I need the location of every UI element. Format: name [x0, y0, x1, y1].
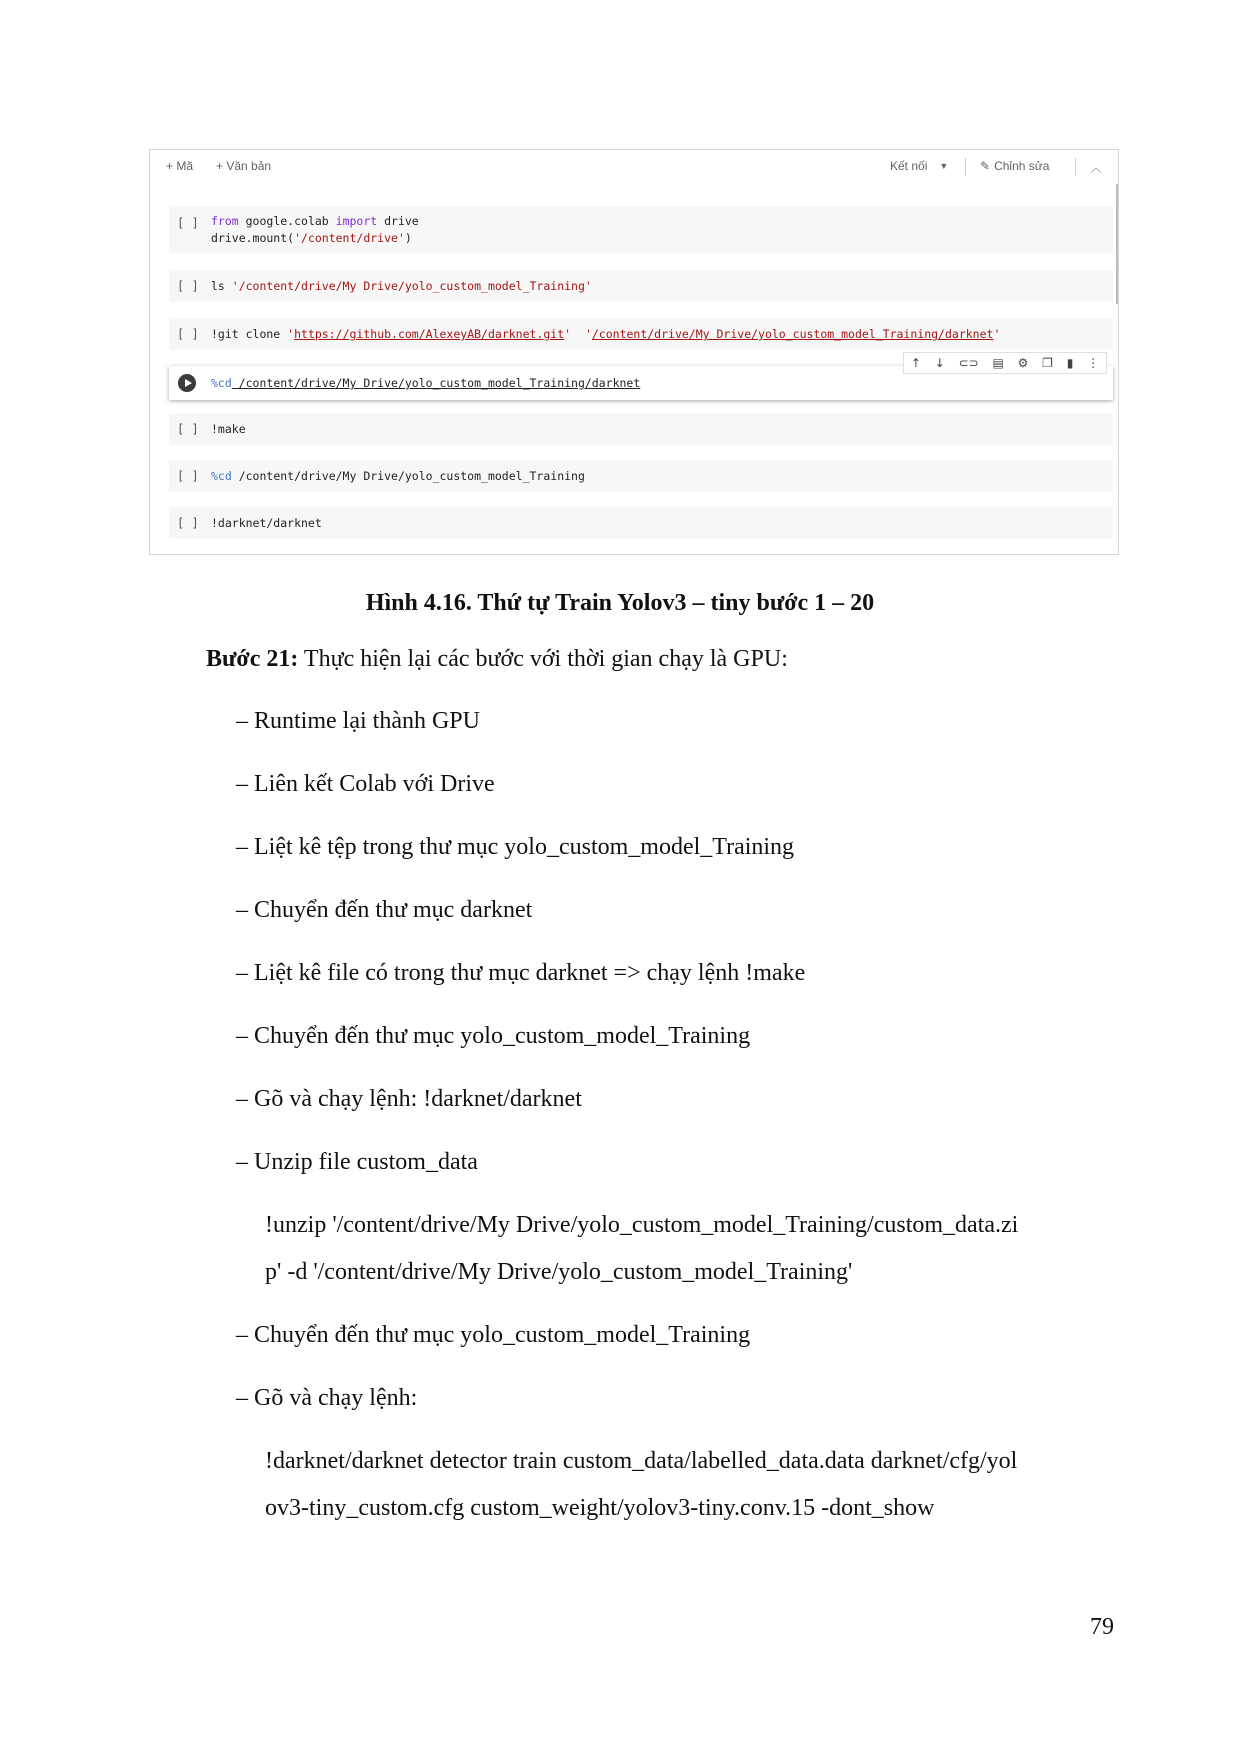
code-cell-git-clone[interactable] — [169, 318, 1113, 350]
list-item: – Liệt kê tệp trong thư mục yolo_custom_model_Training — [236, 834, 795, 860]
cell-bracket[interactable]: [ ] — [177, 279, 199, 293]
list-item: – Chuyển đến thư mục yolo_custom_model_Training — [236, 1322, 751, 1348]
chevron-up-icon[interactable]: ︿ — [1090, 161, 1103, 175]
cell-bracket[interactable]: [ ] — [177, 422, 199, 436]
cell-bracket[interactable]: [ ] — [177, 516, 199, 530]
list-item: – Gõ và chạy lệnh: !darknet/darknet — [236, 1086, 582, 1112]
code-string: ' — [287, 327, 295, 341]
toolbar-divider — [1075, 158, 1076, 176]
code-text — [571, 327, 585, 341]
drive-path-link[interactable]: /content/drive/My Drive/yolo_custom_model_Training/darknet — [591, 327, 994, 341]
arrow-up-icon[interactable]: ↑ — [910, 356, 921, 370]
comment-icon[interactable]: ▤ — [992, 356, 1004, 370]
code-text: /content/drive/My Drive/yolo_custom_model_Training/darknet — [231, 376, 641, 390]
colab-toolbar — [150, 150, 1118, 184]
code-string: ' — [993, 327, 1001, 341]
cell-code[interactable] — [211, 375, 640, 392]
keyword: from — [211, 214, 239, 228]
code-cell-make[interactable] — [169, 413, 1113, 445]
add-text-button[interactable]: + Văn bản — [216, 159, 272, 173]
code-text: drive — [377, 214, 419, 228]
list-item: – Runtime lại thành GPU — [236, 708, 480, 734]
gear-icon[interactable]: ⚙ — [1017, 356, 1029, 370]
list-item: – Gõ và chạy lệnh: — [236, 1385, 418, 1411]
edit-button[interactable] — [980, 159, 1049, 173]
cell-action-toolbar — [903, 352, 1107, 374]
connect-button[interactable] — [890, 159, 948, 173]
chevron-down-icon: ▼ — [939, 161, 949, 171]
run-cell-button[interactable] — [178, 374, 196, 392]
code-text: google.colab — [238, 214, 336, 228]
scrollbar[interactable] — [1116, 184, 1118, 304]
code-cell-darknet[interactable] — [169, 507, 1113, 539]
connect-label: Kết nối — [890, 159, 928, 173]
code-string: '/content/drive' — [294, 231, 405, 245]
step-label: Bước 21: — [206, 646, 299, 672]
code-text: drive.mount( — [211, 231, 295, 245]
code-text: ls — [211, 279, 232, 293]
unzip-command-line: p' -d '/content/drive/My Drive/yolo_custom_model_Training' — [265, 1259, 853, 1285]
edit-label: Chỉnh sửa — [994, 159, 1050, 173]
code-text: !git clone — [211, 327, 288, 341]
list-item: – Chuyển đến thư mục yolo_custom_model_Training — [236, 1023, 751, 1049]
step-text: Thực hiện lại các bước với thời gian chạy là GPU: — [298, 646, 788, 672]
mirror-cell-icon[interactable]: ❐ — [1042, 356, 1053, 370]
cell-bracket[interactable]: [ ] — [177, 216, 199, 230]
toolbar-divider — [965, 158, 966, 176]
keyword: import — [335, 214, 378, 228]
cell-code[interactable] — [211, 213, 419, 247]
cell-bracket[interactable]: [ ] — [177, 327, 199, 341]
arrow-down-icon[interactable]: ↓ — [934, 356, 945, 370]
code-text: /content/drive/My Drive/yolo_custom_model_Training — [231, 469, 585, 483]
cell-bracket[interactable]: [ ] — [177, 469, 199, 483]
list-item: – Liên kết Colab với Drive — [236, 771, 495, 797]
list-item: – Liệt kê file có trong thư mục darknet => chạy lệnh !make — [236, 960, 806, 986]
github-link[interactable]: https://github.com/AlexeyAB/darknet.git — [294, 327, 565, 341]
cell-code[interactable] — [211, 278, 592, 295]
code-cell-ls[interactable] — [169, 270, 1113, 302]
magic-command: %cd — [211, 469, 232, 483]
code-cell-cd-training[interactable] — [169, 460, 1113, 492]
step-paragraph — [206, 646, 788, 673]
train-command-line: ov3-tiny_custom.cfg custom_weight/yolov3-tiny.conv.15 -dont_show — [265, 1495, 935, 1521]
magic-command: %cd — [211, 376, 232, 390]
list-item: – Chuyển đến thư mục darknet — [236, 897, 533, 923]
code-string: '/content/drive/My Drive/yolo_custom_model_Training' — [231, 279, 592, 293]
more-vert-icon[interactable]: ⋮ — [1087, 356, 1100, 370]
link-icon[interactable]: ⊂⊃ — [958, 356, 979, 370]
list-item: – Unzip file custom_data — [236, 1149, 478, 1175]
code-string: ' — [584, 327, 592, 341]
code-cell-drive-mount[interactable] — [169, 206, 1113, 253]
cell-code[interactable]: !darknet/darknet — [211, 516, 322, 530]
cell-code[interactable] — [211, 468, 585, 485]
cell-code[interactable]: !make — [211, 422, 246, 436]
pencil-icon: ✎ — [980, 159, 991, 173]
unzip-command-line: !unzip '/content/drive/My Drive/yolo_custom_model_Training/custom_data.zi — [265, 1212, 1019, 1238]
cell-code[interactable] — [211, 326, 1000, 343]
figure-caption: Hình 4.16. Thứ tự Train Yolov3 – tiny bước 1 – 20 — [365, 590, 875, 616]
code-text: ) — [404, 231, 412, 245]
add-code-button[interactable]: + Mã — [166, 159, 194, 173]
trash-icon[interactable]: ▮ — [1066, 356, 1074, 370]
train-command-line: !darknet/darknet detector train custom_data/labelled_data.data darknet/cfg/yol — [265, 1448, 1018, 1474]
code-string: ' — [564, 327, 572, 341]
page-number: 79 — [1090, 1614, 1114, 1640]
